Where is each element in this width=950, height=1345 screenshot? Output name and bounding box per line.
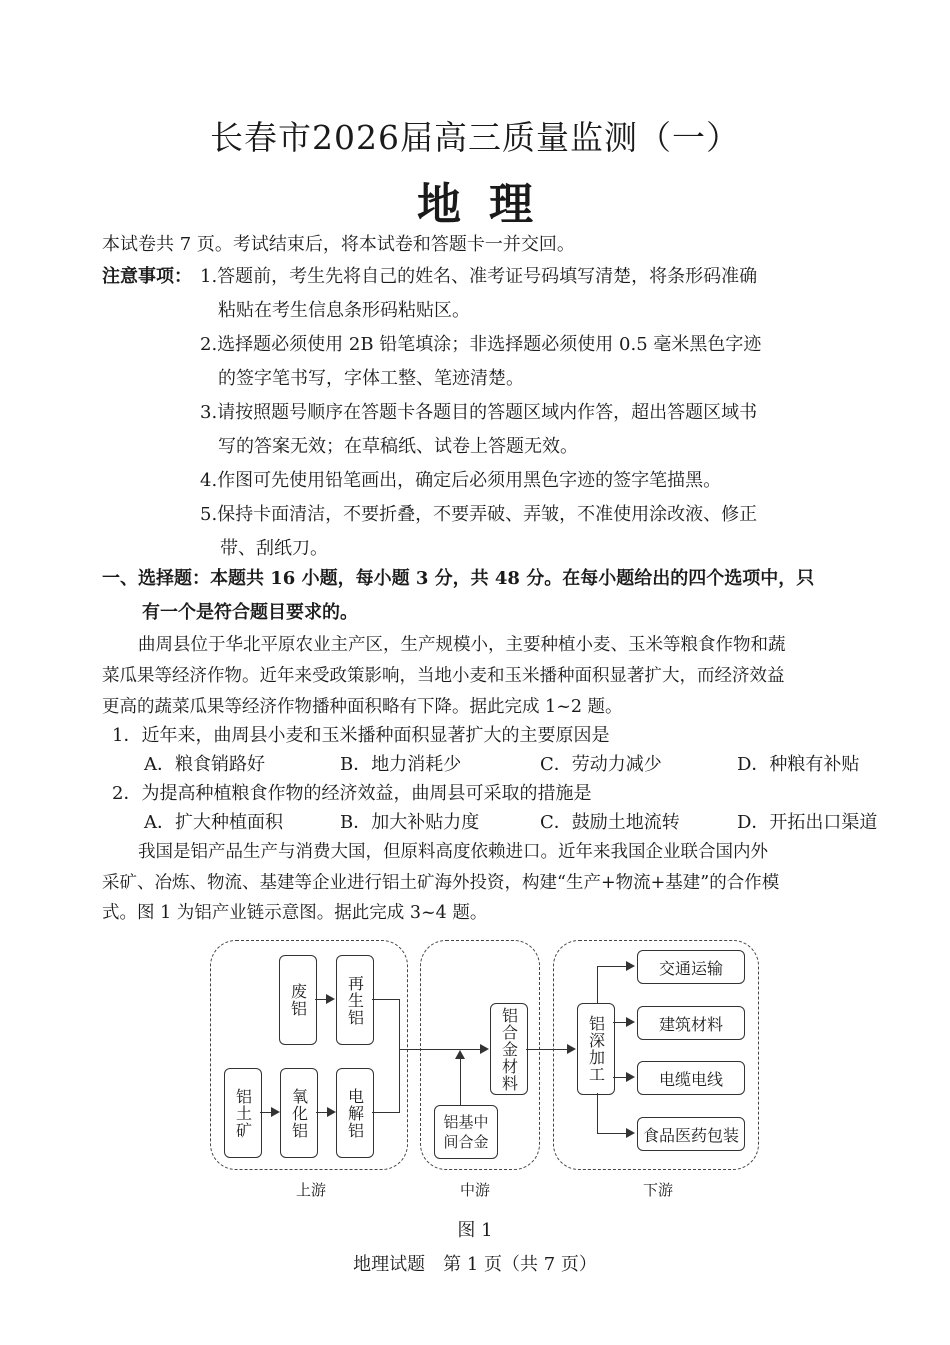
electrolytic-aluminum-box xyxy=(336,1068,374,1158)
arrowhead-waste-to-recycled xyxy=(326,994,335,1004)
midstream-label: 中游 xyxy=(460,1181,491,1199)
recycled-aluminum-box xyxy=(336,955,374,1045)
exam-title: 长春市2026届高三质量监测（一） xyxy=(210,118,740,157)
q1-stem: 1．近年来，曲周县小麦和玉米播种面积显著扩大的主要原因是 xyxy=(112,725,610,746)
q2-option-b: B．加大补贴力度 xyxy=(340,812,480,833)
arrowhead-to-building xyxy=(626,1017,635,1027)
passage2-line1: 我国是铝产品生产与消费大国，但原料高度依赖进口。近年来我国企业联合国内外 xyxy=(138,842,768,862)
cable-box xyxy=(637,1061,745,1095)
passage1-line2: 菜瓜果等经济作物。近年来受政策影响，当地小麦和玉米播种面积显著扩大，而经济效益 xyxy=(102,666,785,686)
cable-label: 电缆电线 xyxy=(658,1069,723,1089)
note-1-line1: 1.答题前，考生先将自己的姓名、准考证号码填写清楚，将条形码准确 xyxy=(200,266,758,287)
q2-option-c: C．鼓励土地流转 xyxy=(540,812,680,833)
arrowhead-to-alloy xyxy=(480,1044,489,1054)
note-4-line1: 4.作图可先使用铅笔画出，确定后必须用黑色字迹的签字笔描黑。 xyxy=(200,470,722,491)
packaging-label: 食品医药包装 xyxy=(642,1125,739,1145)
q1-option-d: D．种粮有补贴 xyxy=(737,754,860,775)
bauxite-label: 铝土矿 xyxy=(233,1087,253,1139)
note-3-line1: 3.请按照题号顺序在答题卡各题目的答题区域内作答，超出答题区域书 xyxy=(200,402,758,423)
alumina-label: 氧化铝 xyxy=(289,1087,309,1139)
deep-processing-label: 铝深加工 xyxy=(586,1015,606,1083)
connector-deep-up xyxy=(597,966,598,1003)
arrowhead-to-packaging xyxy=(626,1128,635,1138)
electrolytic-aluminum-label: 电解铝 xyxy=(345,1087,365,1139)
waste-aluminum-box xyxy=(279,955,317,1045)
deep-processing-box xyxy=(577,1003,615,1095)
passage2-line3: 式。图 1 为铝产业链示意图。据此完成 3~4 题。 xyxy=(102,903,488,923)
passage2-line2: 采矿、冶炼、物流、基建等企业进行铝土矿海外投资，构建“生产+物流+基建”的合作模 xyxy=(102,873,780,893)
aluminum-alloy-box xyxy=(490,1003,528,1095)
downstream-label: 下游 xyxy=(643,1181,674,1199)
transport-label: 交通运输 xyxy=(658,958,723,978)
note-5-line1: 5.保持卡面清洁，不要折叠，不要弄破、弄皱，不准使用涂改液、修正 xyxy=(200,504,758,525)
passage1-line1: 曲周县位于华北平原农业主产区，生产规模小，主要种植小麦、玉米等粮食作物和蔬 xyxy=(138,635,786,655)
master-alloy-label: 铝基中间合金 xyxy=(443,1113,489,1151)
figure-caption: 图 1 xyxy=(457,1220,493,1241)
connector-merge xyxy=(399,999,400,1113)
connector-deep-down xyxy=(597,1093,598,1133)
connector-to-building xyxy=(613,1022,627,1023)
note-5-line2: 带、刮纸刀。 xyxy=(220,538,328,559)
section-heading-line2: 有一个是符合题目要求的。 xyxy=(142,602,358,623)
page-footer: 地理试题 第 1 页（共 7 页） xyxy=(353,1254,597,1275)
recycled-aluminum-label: 再生铝 xyxy=(345,974,365,1026)
connector-to-transport xyxy=(597,966,627,967)
arrowhead-to-deep-processing xyxy=(567,1044,576,1054)
connector-to-alloy xyxy=(399,1049,481,1050)
connector-master-alloy xyxy=(460,1058,461,1105)
section-heading-line1: 一、选择题：本题共 16 小题，每小题 3 分，共 48 分。在每小题给出的四个选项中，只 xyxy=(102,568,815,589)
note-1-line2: 粘贴在考生信息条形码粘贴区。 xyxy=(218,300,470,321)
connector-to-packaging xyxy=(597,1133,627,1134)
arrowhead-master-alloy xyxy=(455,1050,465,1059)
packaging-box xyxy=(637,1117,745,1151)
building-materials-label: 建筑材料 xyxy=(658,1014,723,1034)
q1-option-a: A．粮食销路好 xyxy=(144,754,265,775)
building-materials-box xyxy=(637,1006,745,1040)
q2-option-a: A．扩大种植面积 xyxy=(144,812,283,833)
arrowhead-to-cable xyxy=(626,1072,635,1082)
bauxite-box xyxy=(224,1068,262,1158)
subject-title: 地理 xyxy=(417,179,561,230)
arrowhead-bauxite-to-alumina xyxy=(271,1107,280,1117)
waste-aluminum-label: 废铝 xyxy=(288,983,308,1017)
upstream-label: 上游 xyxy=(296,1181,327,1199)
connector-recycled xyxy=(372,999,400,1000)
connector-electrolytic xyxy=(372,1112,400,1113)
transport-box xyxy=(637,950,745,984)
passage1-line3: 更高的蔬菜瓜果等经济作物播种面积略有下降。据此完成 1~2 题。 xyxy=(102,697,623,717)
intro-text: 本试卷共 7 页。考试结束后，将本试卷和答题卡一并交回。 xyxy=(102,234,575,255)
master-alloy-box xyxy=(434,1105,498,1159)
q1-option-b: B．地力消耗少 xyxy=(340,754,462,775)
note-2-line1: 2.选择题必须使用 2B 铅笔填涂；非选择题必须使用 0.5 毫米黑色字迹 xyxy=(200,334,762,355)
aluminum-alloy-label: 铝合金材料 xyxy=(499,1006,519,1092)
notes-label: 注意事项： xyxy=(102,266,192,287)
arrowhead-to-transport xyxy=(626,961,635,971)
connector-to-cable xyxy=(613,1077,627,1078)
q2-stem: 2．为提高种植粮食作物的经济效益，曲周县可采取的措施是 xyxy=(112,783,592,804)
note-2-line2: 的签字笔书写，字体工整、笔迹清楚。 xyxy=(218,368,524,389)
q1-option-c: C．劳动力减少 xyxy=(540,754,662,775)
note-3-line2: 写的答案无效；在草稿纸、试卷上答题无效。 xyxy=(218,436,578,457)
connector-to-deep-processing xyxy=(526,1049,568,1050)
alumina-box xyxy=(280,1068,318,1158)
arrowhead-alumina-to-electrolytic xyxy=(327,1107,336,1117)
q2-option-d: D．开拓出口渠道 xyxy=(737,812,878,833)
